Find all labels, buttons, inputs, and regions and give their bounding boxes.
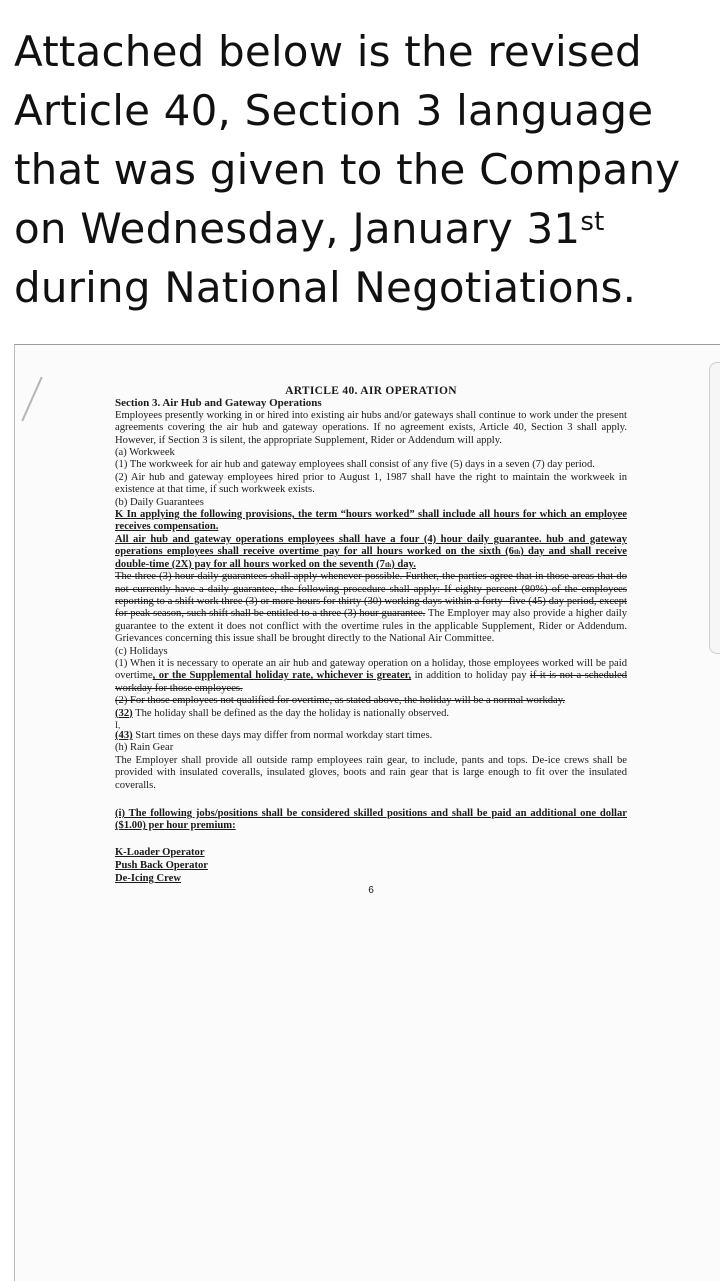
guarantee-rest: The Employer may also provide a higher daily guarantee to the extent it does not conflict with the overtime rules in the applicable Supplement, Rider or Addendum. Grievances concerning this issue shall be brought directly to the National Air Committee. [115, 608, 628, 645]
clause-text: in addition to holiday pay [411, 670, 530, 682]
margin-mark: I, [115, 719, 121, 730]
clause-number: (43) [115, 729, 133, 741]
rain-gear-paragraph: The Employer shall provide all outside ramp employees rain gear, to include, pants and tops. De-ice crews shall be provided with insulated coveralls, insulated gloves, boots and rain gear that is large enough to fit over the insulated coveralls. [115, 754, 627, 791]
pen-mark [21, 377, 42, 422]
workweek-clause-2: (2) Air hub and gateway employees hired prior to August 1, 1987 shall have the right to maintain the workweek in existence at that time, if such workweek exists. [115, 471, 627, 496]
superscript: th [384, 560, 392, 569]
intro-paragraph: Employees presently working in or hired into existing air hubs and/or gateways shall continue to work under the present agreements covering the air hub and gateway operations. If no agreement exists, Article 40, Section 3 shall apply. However, if Section 3 is silent, the appropriate Supplement, Rider or Addendum will apply. [115, 409, 627, 446]
guarantee-text: ) day. [391, 558, 416, 570]
page-number: 6 [368, 884, 374, 896]
scanned-document-image[interactable] [14, 344, 720, 1281]
caption-text [14, 22, 714, 317]
inserted-text: , or the Supplemental holiday rate, whichever is greater, [152, 670, 412, 682]
caption-line: during National Negotiations. [14, 263, 637, 312]
document-page [115, 385, 627, 897]
clause-number: (32) [115, 707, 133, 719]
workweek-heading: (a) Workweek [115, 447, 175, 459]
clause-text: The holiday shall be defined as the day the holiday is nationally observed. [132, 707, 450, 719]
clause-text: Start times on these days may differ from normal workday start times. [132, 729, 433, 741]
holiday-clause-3 [115, 708, 627, 720]
caption-line: Attached below is the revised [14, 27, 642, 76]
guarantee-text: All air hub and gateway operations employees shall have a four (4) hour daily guarantee. hub and gateway operations employees shall receive overtime pay for all hours worked on the sixth (6 [115, 533, 627, 558]
guarantee-paragraph [115, 571, 627, 645]
holiday-clause-2-struck: (2) For those employees not qualified for overtime, as stated above, the holiday will be a normal workday. [115, 695, 566, 707]
holiday-clause-1 [115, 658, 627, 695]
position-item: Push Back Operator [115, 859, 208, 871]
clause-text: (1) When it is necessary to operate an air hub and gateway operation on a holiday, those employees worked will be paid overtime [115, 657, 627, 682]
superscript: th [513, 548, 521, 557]
hours-worked-clause: K In applying the following provisions, the term “hours worked” shall include all hours for which an employee receives compensation. [115, 509, 627, 533]
workweek-clause-1: (1) The workweek for air hub and gateway employees shall consist of any five (5) days in a seven (7) day period. [115, 459, 595, 471]
caption-date: on Wednesday, January 31 [14, 204, 581, 253]
caption-line: Article 40, Section 3 language [14, 86, 654, 135]
guarantee-text: ) day and shall receive double-time (2X) pay for all hours worked on the seventh (7 [115, 546, 627, 570]
rain-gear-heading: (h) Rain Gear [115, 742, 174, 754]
struck-text: if it is not a scheduled workday for those employees. [115, 670, 628, 694]
position-item: De-Icing Crew [115, 872, 181, 884]
skilled-positions-clause: (i) The following jobs/positions shall be considered skilled positions and shall be paid an additional one dollar ($1.00) per hour premium: [115, 808, 627, 832]
caption-line [14, 199, 714, 258]
section-heading: Section 3. Air Hub and Gateway Operations [115, 397, 322, 410]
article-title: ARTICLE 40. AIR OPERATION [285, 385, 457, 397]
holidays-heading: (c) Holidays [115, 645, 168, 657]
holiday-clause-4 [115, 730, 627, 742]
struck-text: The three (3) hour daily guarantees shall apply whenever possible. Further, the parties agree that in those areas that do not currently have a daily guarantee, the following procedure shall apply: If eighty percent (80%) of the employees reporting to a shift work three (3) or more hours for thirty (30) working days within a forty- five (45) day period, except for peak season, such shift shall be entitled to a three (3) hour guarantee. [115, 571, 627, 620]
position-item: K-Loader Operator [115, 846, 205, 858]
caption-superscript: st [580, 207, 605, 237]
guarantee-clause [115, 534, 627, 571]
positions-list [115, 846, 627, 885]
caption-line: that was given to the Company [14, 145, 681, 194]
scroll-handle[interactable] [709, 362, 720, 654]
daily-guarantees-heading: (b) Daily Guarantees [115, 496, 204, 508]
